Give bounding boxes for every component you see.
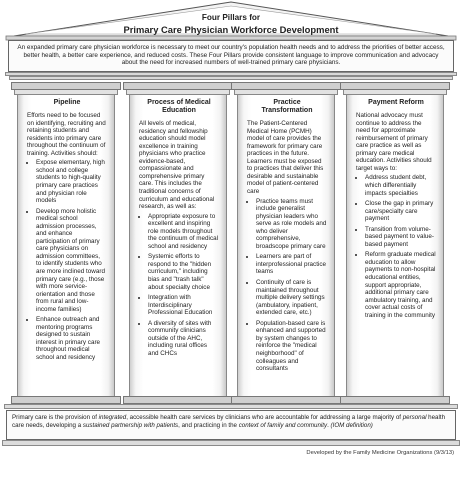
pillar-heading: Process of Medical Education xyxy=(147,99,211,115)
pillar-intro: All levels of medical, residency and fellowship education should model excellence in training physicians who practice evidence-based, compassionate and comprehensive primary care. This includes the traditional concerns of curriculum and educational research, as well as: xyxy=(139,120,215,211)
footer-emphasis: context of family and community xyxy=(238,421,328,429)
pillar-bullet: • Learners are part of interprofessional practice teams xyxy=(256,253,327,276)
pillar-pipeline xyxy=(17,82,115,404)
pillar-intro: National advocacy must continue to address the need for approximate reimbursement of primary care practice as well as primary care medical education. Activities should target ways to: xyxy=(356,112,432,172)
pillar-bullets xyxy=(139,213,219,358)
footer-text: Primary care is the provision of xyxy=(12,414,99,421)
title-line-2: Primary Care Physician Workforce Development xyxy=(123,24,339,35)
pillar-intro: The Patient-Centered Medical Home (PCMH) model of care provides the framework for primary care practices in the future. Learners must be exposed to practices that deliver this desirable and sustainable model of patient-centered care xyxy=(247,120,324,196)
pillar-base xyxy=(123,396,233,404)
pillar-intro: Efforts need to be focused on identifying, recruiting and retaining students and residents into primary care throughout the continuum of training. Activities should: xyxy=(27,112,106,157)
credit-line: Developed by the Family Medicine Organizations (9/3/13) xyxy=(306,450,454,456)
pillar-heading: Practice Transformation xyxy=(261,99,313,115)
title-line-1: Four Pillars for xyxy=(201,13,261,22)
pillar-base xyxy=(11,396,121,404)
pillar-bullet: • Transition from volume-based payment to value-based payment xyxy=(365,226,436,249)
pillar-bullet: • Address student debt, which differentially impacts specialties xyxy=(365,174,436,197)
pillar-bullet: • Reform graduate medical education to allow payments to non-hospital educational entities, support appropriate, additional primary care ambulatory training, and cover actual costs of training in the community xyxy=(365,251,436,319)
pillar-bullet: • Appropriate exposure to excellent and inspiring role models throughout the continuum of medical school and residency xyxy=(148,213,219,251)
footer-emphasis: personal xyxy=(402,414,427,421)
upper-ledge-2 xyxy=(9,76,453,80)
pillar-bullet: • Systemic efforts to respond to the "hidden curriculum," including bias and "trash talk" about specialty choice xyxy=(148,253,219,291)
pillar-bullet: • Continuity of care is maintained throughout multiple delivery settings (ambulatory, inpatient, extended care, etc.) xyxy=(256,279,327,317)
pillar-payment xyxy=(346,82,444,404)
pillar-bullet: • Population-based care is enhanced and supported by system changes to reinforce the "medical neighborhood" of colleagues and consultants xyxy=(256,320,327,373)
pillar-bullets xyxy=(247,198,327,373)
pillar-bullet: • Expose elementary, high school and college students to high-quality primary care practices and physician role models xyxy=(36,159,107,204)
footer-text: , and practicing in the xyxy=(178,421,239,429)
footer-emphasis: integrated xyxy=(98,414,127,421)
pillar-process xyxy=(129,82,227,404)
pillar-bullet: • Develop more holistic medical school admission processes, and enhance participation of primary care physicians on admission committees, to identify students who are more inclined toward primary care (e.g., those with more service-orientation and those from rural and low-income families) xyxy=(36,208,107,314)
base-step-upper xyxy=(4,404,458,409)
pillar-base xyxy=(340,396,450,404)
pillar-bullet: • Enhance outreach and mentoring programs designed to sustain interest in primary care throughout medical school and residency xyxy=(36,316,107,361)
footer-text: , accessible health care services by clinicians who are accountable for addressing a large majority of xyxy=(126,414,403,421)
footer-source: (IOM definition) xyxy=(330,421,373,429)
pillar-bullet: • Practice teams must include generalist physician leaders who serve as role models and who deliver comprehensive, broadscope primary care xyxy=(256,198,327,251)
pillar-bullets xyxy=(27,159,107,361)
pillar-capital xyxy=(11,82,121,90)
pillar-capital xyxy=(231,82,341,90)
intro-text: An expanded primary care physician workforce is necessary to meet our country's population health needs and to address the priorities of better access, better health, a better care experience, and reduced costs. These Four Pillars provide consistent language to improve communication and advocacy about the need for increased numbers of well-trained primary care physicians. xyxy=(8,40,454,72)
footer-text: . xyxy=(327,421,331,429)
pillar-bullet: • A diversity of sites with community clinicians outside of the AHC, including rural offices and CHCs xyxy=(148,320,219,358)
pillar-capital xyxy=(123,82,233,90)
footer-text: health care needs, developing a xyxy=(12,414,446,429)
pillar-practice xyxy=(237,82,335,404)
pillar-base xyxy=(231,396,341,404)
base-step-lower xyxy=(2,440,460,446)
pillar-bullet: • Close the gap in primary care/specialty care payment xyxy=(365,200,436,223)
pillar-heading: Pipeline xyxy=(53,99,81,106)
pillar-capital xyxy=(340,82,450,90)
pillar-bullets xyxy=(356,174,436,319)
pillar-bullet: • Integration with Interdisciplinary Professional Education xyxy=(148,294,219,317)
footer-definition xyxy=(6,410,456,440)
footer-emphasis: sustained partnership with patients xyxy=(82,421,179,429)
pillar-heading: Payment Reform xyxy=(368,99,424,106)
